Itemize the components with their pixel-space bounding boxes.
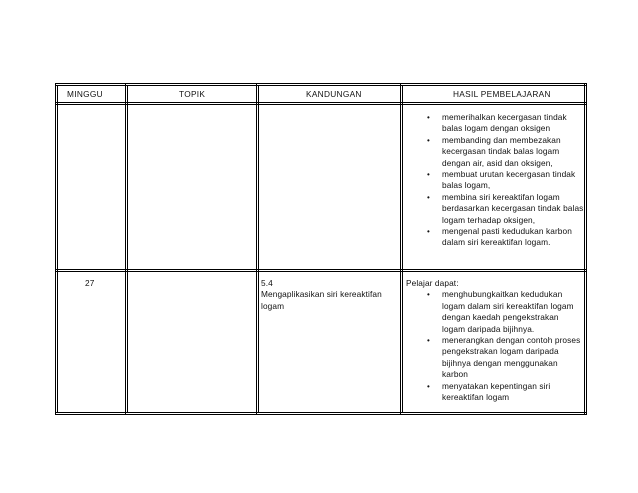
- list-item: • menyatakan kepentingan siri kereaktifan logam: [427, 380, 551, 403]
- col-divider-1: [125, 83, 126, 415]
- bullet-icon: •: [427, 381, 430, 391]
- table-border-top: [55, 83, 587, 84]
- row1-hasil-cell: [425, 112, 585, 249]
- row2-hasil-cell: [406, 278, 584, 403]
- header-minggu: MINGGU: [67, 89, 103, 99]
- kandungan-text: Mengaplikasikan siri kereaktifan logam: [261, 289, 382, 311]
- row2-minggu: 27: [85, 278, 95, 288]
- bullet-icon: •: [427, 290, 430, 300]
- bullet-icon: •: [427, 336, 430, 346]
- list-item: • mengenal pasti kedudukan karbon dalam siri kereaktifan logam.: [427, 226, 572, 248]
- list-item: • menerangkan dengan contoh proses pengekstrakan logam daripada bijihnya dengan menggunakan karbon: [427, 335, 581, 380]
- row2-kandungan-cell: [261, 278, 395, 312]
- table-border-top-inner: [55, 85, 587, 86]
- kandungan-code: 5.4: [261, 278, 273, 288]
- bullet-icon: •: [427, 135, 430, 145]
- col-border-right-inner: [586, 83, 587, 415]
- row-divider: [55, 269, 587, 270]
- header-kandungan: KANDUNGAN: [306, 89, 362, 99]
- list-item: • memerihalkan kecergasan tindak balas logam dengan oksigen: [427, 112, 567, 134]
- col-divider-3: [400, 83, 401, 415]
- list-item: • membanding dan membezakan kecergasan tindak balas logam dengan air, asid dan oksigen,: [427, 134, 561, 168]
- col-divider-3-inner: [402, 85, 403, 413]
- row-divider-inner: [55, 271, 587, 272]
- list-item: • menghubungkaitkan kedudukan logam dalam siri kereaktifan logam dengan kaedah pengekstrakan logam daripada bijihnya.: [427, 289, 574, 334]
- bullet-icon: •: [427, 113, 430, 122]
- header-topik: TOPIK: [179, 89, 206, 99]
- row1-hasil-list: [425, 112, 585, 249]
- col-divider-2: [256, 83, 257, 415]
- table-border-bottom-inner: [55, 414, 587, 415]
- list-item: • membina siri kereaktifan logam berdasarkan kecergasan tindak balas logam terhadap oksigen,: [427, 191, 584, 225]
- bullet-icon: •: [427, 227, 430, 237]
- hasil-intro: Pelajar dapat:: [406, 278, 459, 288]
- row2-hasil-list: [406, 289, 584, 403]
- lesson-plan-table: [55, 83, 587, 414]
- list-item: • membuat urutan kecergasan tindak balas logam,: [427, 169, 576, 191]
- col-border-left-inner: [57, 85, 58, 413]
- table-border-bottom: [55, 412, 587, 413]
- header-divider-inner: [55, 104, 587, 105]
- bullet-icon: •: [427, 192, 430, 202]
- header-divider: [55, 102, 587, 103]
- col-divider-2-inner: [258, 85, 259, 413]
- col-border-left: [55, 83, 56, 415]
- header-hasil-pembelajaran: HASIL PEMBELAJARAN: [453, 89, 551, 99]
- col-divider-1-inner: [127, 85, 128, 413]
- bullet-icon: •: [427, 170, 430, 180]
